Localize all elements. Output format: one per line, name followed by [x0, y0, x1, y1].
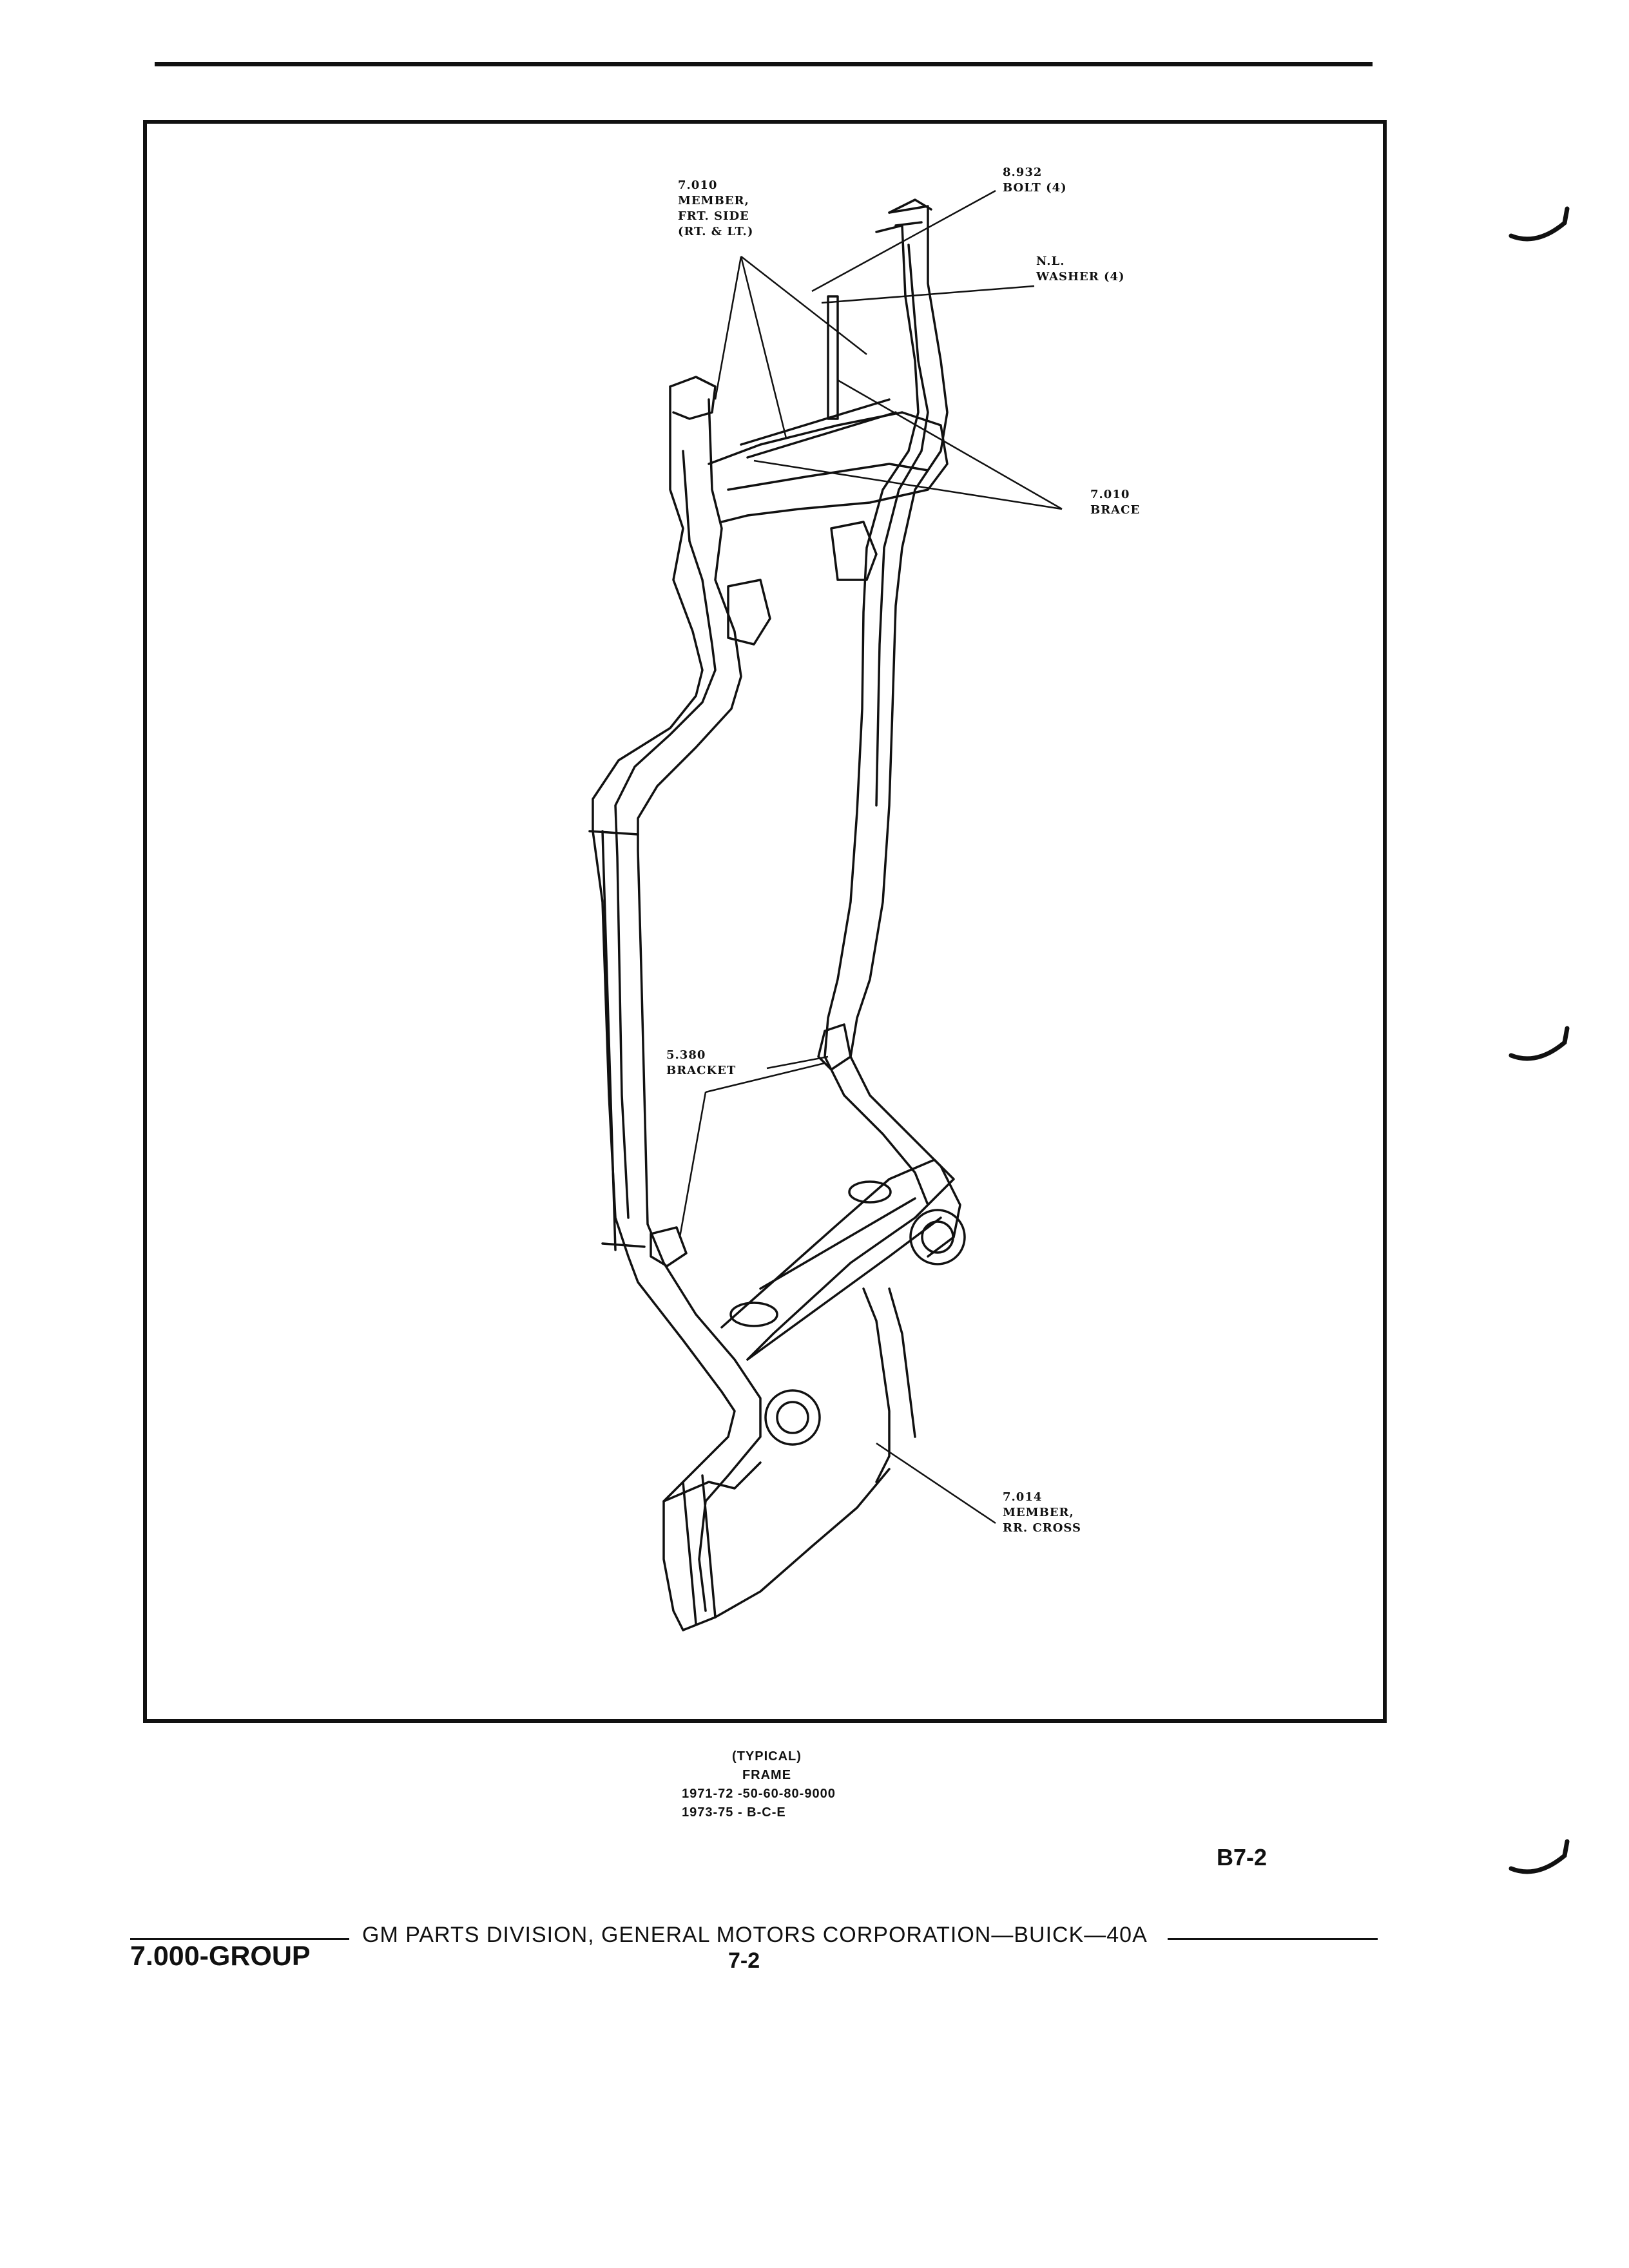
binder-mark-2 [1508, 1023, 1572, 1068]
callout-rear-cross-member-line2: RR. CROSS [1003, 1521, 1082, 1535]
footer-publisher: GM PARTS DIVISION, GENERAL MOTORS CORPORATION—BUICK—40A [362, 1923, 1148, 1947]
rear-kickup-left [664, 1463, 889, 1630]
brace-bar [741, 399, 896, 457]
caption-models-1: 1971-72 -50-60-80-9000 [682, 1787, 836, 1801]
front-bracket-top [670, 377, 715, 419]
rear-kickup-right [863, 1289, 915, 1482]
right-rail-flange [876, 245, 928, 805]
caption-models-2: 1973-75 - B-C-E [682, 1805, 786, 1820]
callout-washer-number: N.L. [1036, 255, 1065, 268]
right-rail-inner-edge [825, 226, 928, 1205]
callout-front-side-member-number: 7.010 [678, 178, 718, 192]
caption-title: FRAME [742, 1768, 792, 1782]
left-rail-outer-edge [593, 387, 735, 1630]
leader-front-side-member-1 [715, 256, 741, 399]
callout-washer-name: WASHER (4) [1036, 270, 1125, 284]
callout-washer [1036, 254, 1125, 285]
caption-qualifier: (TYPICAL) [732, 1749, 802, 1763]
callout-bracket-number: 5.380 [666, 1048, 706, 1062]
binder-mark-1 [1508, 204, 1572, 249]
callout-bolt-number: 8.932 [1003, 166, 1043, 179]
leader-rear-cross-member [876, 1443, 996, 1523]
leader-bracket-3 [680, 1092, 706, 1237]
callout-bolt-name: BOLT (4) [1003, 181, 1067, 195]
callout-bolt [1003, 165, 1067, 196]
leader-bracket-1 [767, 1057, 828, 1068]
callout-brace-number: 7.010 [1090, 488, 1130, 501]
group-label: 7.000-GROUP [130, 1941, 311, 1972]
footer-rule-left [130, 1938, 349, 1940]
leader-brace-2 [838, 380, 1062, 509]
rear-crossmember-upper [722, 1160, 954, 1360]
callout-front-side-member-line2: FRT. SIDE [678, 209, 749, 223]
callout-bracket-name: BRACKET [666, 1064, 737, 1077]
callout-front-side-member [678, 178, 753, 240]
right-rail-outer-edge [851, 206, 960, 1256]
callout-rear-cross-member-number: 7.014 [1003, 1490, 1043, 1504]
callout-rear-cross-member [1003, 1490, 1081, 1536]
page-code: B7-2 [1217, 1844, 1268, 1870]
leader-front-side-member-2 [741, 256, 786, 438]
callout-brace-name: BRACE [1090, 503, 1141, 517]
brace-rod [828, 296, 838, 419]
callout-front-side-member-line1: MEMBER, [678, 194, 749, 207]
binder-mark-3 [1508, 1836, 1572, 1881]
right-rear-bushing-outer [911, 1210, 965, 1264]
callout-rear-cross-member-line1: MEMBER, [1003, 1506, 1074, 1519]
page-number: 7-2 [728, 1948, 760, 1973]
rear-crossmember-cutout-2 [849, 1182, 891, 1202]
left-rear-bushing-outer [766, 1390, 820, 1445]
footer-rule-right [1168, 1938, 1378, 1940]
left-rear-bushing-inner [777, 1402, 808, 1433]
right-engine-mount [831, 522, 876, 580]
callout-front-side-member-line3: (RT. & LT.) [678, 225, 754, 238]
left-rail-inner-edge [638, 399, 760, 1611]
callout-bracket [666, 1048, 736, 1079]
callout-brace [1090, 487, 1140, 518]
figure-caption [606, 1747, 928, 1822]
